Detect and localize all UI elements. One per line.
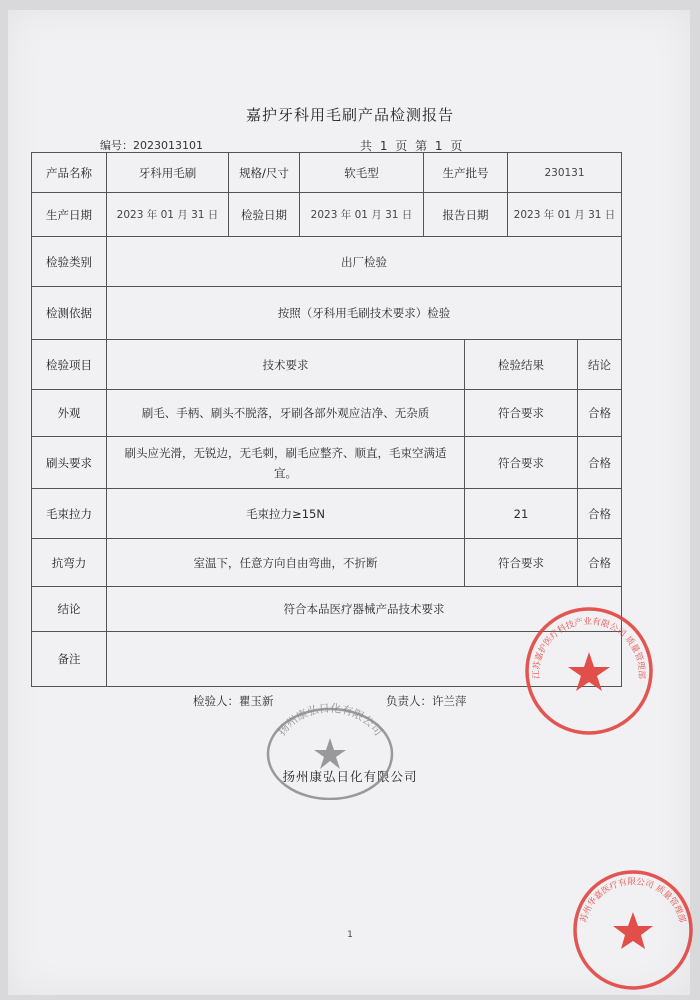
table-row [32,539,622,587]
item-requirement: 毛束拉力≥15N [107,489,465,539]
item-result: 21 [465,489,578,539]
batch-label: 生产批号 [424,153,508,193]
company-name: 扬州康弘日化有限公司 [282,769,418,784]
batch-value: 230131 [508,153,622,193]
conclusion-header: 结论 [578,340,622,390]
prod-date-label: 生产日期 [32,193,107,237]
result-header: 检验结果 [465,340,578,390]
item-requirement: 刷头应光滑，无锐边，无毛刺，刷毛应整齐、顺直，毛束空满适宜。 [107,437,465,489]
basis-value: 按照（牙科用毛刷技术要求）检验 [107,287,622,340]
report-date-value: 2023 年 01 月 31 日 [508,193,622,237]
item-conclusion: 合格 [578,489,622,539]
responsible-signature: 负责人：许兰萍 [386,694,467,708]
quality-red-stamp [523,604,655,738]
quality-red-stamp-bottom [571,866,695,994]
info-row-1 [32,153,622,193]
prod-date-value: 2023 年 01 月 31 日 [107,193,229,237]
insp-date-label: 检验日期 [229,193,300,237]
table-row [32,390,622,437]
requirement-header: 技术要求 [107,340,465,390]
item-name: 毛束拉力 [32,489,107,539]
product-name-value: 牙科用毛刷 [107,153,229,193]
basis-row [32,287,622,340]
item-conclusion: 合格 [578,437,622,489]
page-info: 共 1 页 第 1 页 [360,139,463,153]
red-stamp-2-text: 苏州华嘉医疗有限公司 质量管理部 [578,877,688,924]
serial-number: 编号：2023013101 [100,139,203,152]
insp-type-value: 出厂检验 [107,237,622,287]
item-requirement: 刷毛、手柄、刷头不脱落，牙刷各部外观应洁净、无杂质 [107,390,465,437]
item-header: 检验项目 [32,340,107,390]
info-row-2 [32,193,622,237]
item-name: 抗弯力 [32,539,107,587]
item-result: 符合要求 [465,539,578,587]
star-icon [568,652,610,691]
items-header-row [32,340,622,390]
report-title: 嘉护牙科用毛刷产品检测报告 [245,106,454,124]
conclusion-label: 结论 [32,587,107,632]
page-number: 1 [347,930,353,940]
item-name: 外观 [32,390,107,437]
company-gray-stamp [264,700,396,800]
inspector-signature: 检验人：瞿玉新 [193,694,274,708]
table-row [32,437,622,489]
star-icon [314,738,346,769]
spec-label: 规格/尺寸 [229,153,300,193]
red-stamp-1-text: 江苏嘉护医疗科技产业有限公司 质量管理部 [531,616,647,679]
basis-label: 检测依据 [32,287,107,340]
insp-date-value: 2023 年 01 月 31 日 [300,193,424,237]
item-name: 刷头要求 [32,437,107,489]
conclusion-value: 符合本品医疗器械产品技术要求 [107,587,622,632]
item-conclusion: 合格 [578,390,622,437]
remarks-label: 备注 [32,632,107,687]
item-conclusion: 合格 [578,539,622,587]
item-requirement: 室温下，任意方向自由弯曲，不折断 [107,539,465,587]
star-icon [613,912,653,949]
report-date-label: 报告日期 [424,193,508,237]
item-result: 符合要求 [465,390,578,437]
insp-type-row [32,237,622,287]
spec-value: 软毛型 [300,153,424,193]
insp-type-label: 检验类别 [32,237,107,287]
item-result: 符合要求 [465,437,578,489]
table-row [32,489,622,539]
product-name-label: 产品名称 [32,153,107,193]
svg-text:扬州康弘日化有限公司 [274,701,384,738]
gray-stamp-text: 扬州康弘日化有限公司 [275,701,385,739]
